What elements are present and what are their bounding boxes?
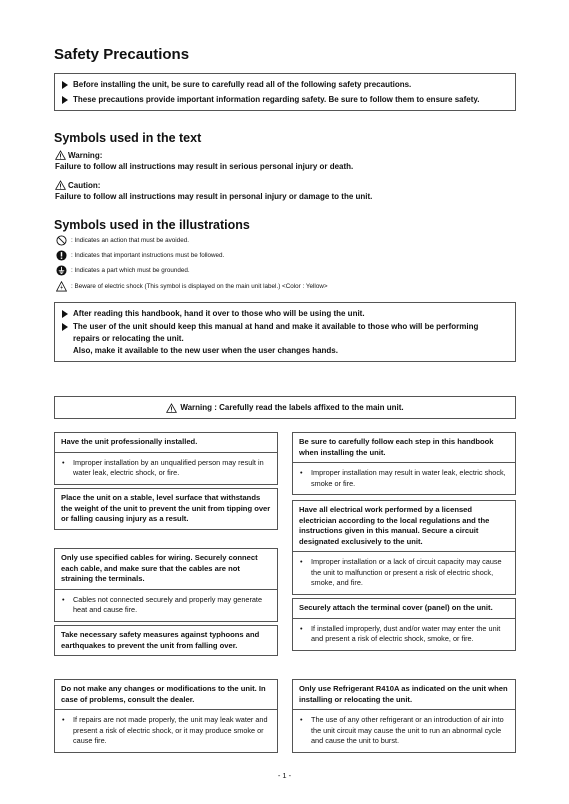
warning-card [54, 488, 278, 530]
warning-text: Failure to follow all instructions may result in serious personal injury or death. [55, 162, 354, 171]
warning-banner [54, 396, 516, 419]
warning-card [292, 679, 516, 753]
caution-definition [55, 180, 372, 201]
card-body: • Improper installation by an unqualified person may result in water leak, electric shock, or fire. [54, 453, 278, 485]
card-body: • If repairs are not made properly, the unit may leak water and present a risk of electric shock, or it may produce smoke or cause fire. [54, 710, 278, 753]
intro-box [54, 73, 516, 111]
card-heading: Do not make any changes or modifications to the unit. In case of problems, consult the dealer. [54, 679, 278, 710]
handbook-bullet: The user of the unit should keep this manual at hand and make it available to those who will be performing repairs or relocating the unit. Also, make it available to the new user when the user changes hands. [61, 321, 509, 357]
warning-card [54, 432, 278, 485]
page-number: - 1 - [277, 771, 292, 780]
page-title: Safety Precautions [54, 46, 190, 63]
card-body: • The use of any other refrigerant or an introduction of air into the unit circuit may cause the unit to run an abnormal cycle and cause the unit to burst. [292, 710, 516, 753]
mandatory-icon [56, 250, 67, 261]
card-heading: Have the unit professionally installed. [54, 432, 278, 453]
caution-text: Failure to follow all instructions may result in personal injury or damage to the unit. [55, 192, 373, 201]
card-body: • Improper installation or a lack of circuit capacity may cause the unit to malfunction or present a risk of electric shock, smoke, and fire. [292, 552, 516, 595]
card-heading: Have all electrical work performed by a licensed electrician according to the local regulations and the instructions given in this manual. Secure a circuit designated exclusively to the unit. [292, 500, 516, 552]
warning-card [54, 625, 278, 656]
intro-bullet: These precautions provide important information regarding safety. Be sure to follow them to ensure safety. [61, 94, 509, 106]
warning-triangle-icon [166, 403, 177, 413]
caution-triangle-icon [55, 180, 66, 190]
warning-definition [55, 150, 353, 171]
illustration-item: : Indicates that important instructions must be followed. [56, 250, 224, 261]
warning-card [54, 548, 278, 622]
electric-shock-icon [56, 281, 67, 292]
warning-triangle-icon [55, 150, 66, 160]
handbook-box [54, 302, 516, 362]
caution-label: Caution: [68, 180, 101, 190]
card-heading: Only use specified cables for wiring. Securely connect each cable, and make sure that the cables are not straining the terminals. [54, 548, 278, 590]
handbook-bullet: After reading this handbook, hand it over to those who will be using the unit. [61, 308, 509, 320]
prohibited-icon [56, 235, 67, 246]
warning-card [54, 679, 278, 753]
illustration-item: : Indicates an action that must be avoided. [56, 235, 189, 246]
warning-card [292, 598, 516, 651]
card-heading: Take necessary safety measures against typhoons and earthquakes to prevent the unit from falling over. [54, 625, 278, 656]
illustration-item: : Indicates a part which must be grounded. [56, 265, 190, 276]
warning-card [292, 432, 516, 495]
symbols-illustrations-heading: Symbols used in the illustrations [54, 218, 250, 232]
card-heading: Place the unit on a stable, level surface that withstands the weight of the unit to prevent the unit from tipping over or falling causing injury as a result. [54, 488, 278, 530]
intro-bullet: Before installing the unit, be sure to carefully read all of the following safety precautions. [61, 79, 509, 91]
warning-banner-text: Warning : Carefully read the labels affixed to the main unit. [180, 403, 404, 412]
card-heading: Securely attach the terminal cover (panel) on the unit. [292, 598, 516, 619]
card-body: • Improper installation may result in water leak, electric shock, smoke or fire. [292, 463, 516, 495]
card-heading: Only use Refrigerant R410A as indicated on the unit when installing or relocating the unit. [292, 679, 516, 710]
warning-card [292, 500, 516, 595]
warning-label: Warning: [68, 150, 103, 160]
symbols-text-heading: Symbols used in the text [54, 131, 202, 145]
illustration-item: : Beware of electric shock (This symbol is displayed on the main unit label.) <Color : Yellow> [56, 281, 328, 292]
ground-icon [56, 265, 67, 276]
card-heading: Be sure to carefully follow each step in this handbook when installing the unit. [292, 432, 516, 463]
card-body: • Cables not connected securely and properly may generate heat and cause fire. [54, 590, 278, 622]
card-body: • If installed improperly, dust and/or water may enter the unit and present a risk of electric shock, smoke, or fire. [292, 619, 516, 651]
